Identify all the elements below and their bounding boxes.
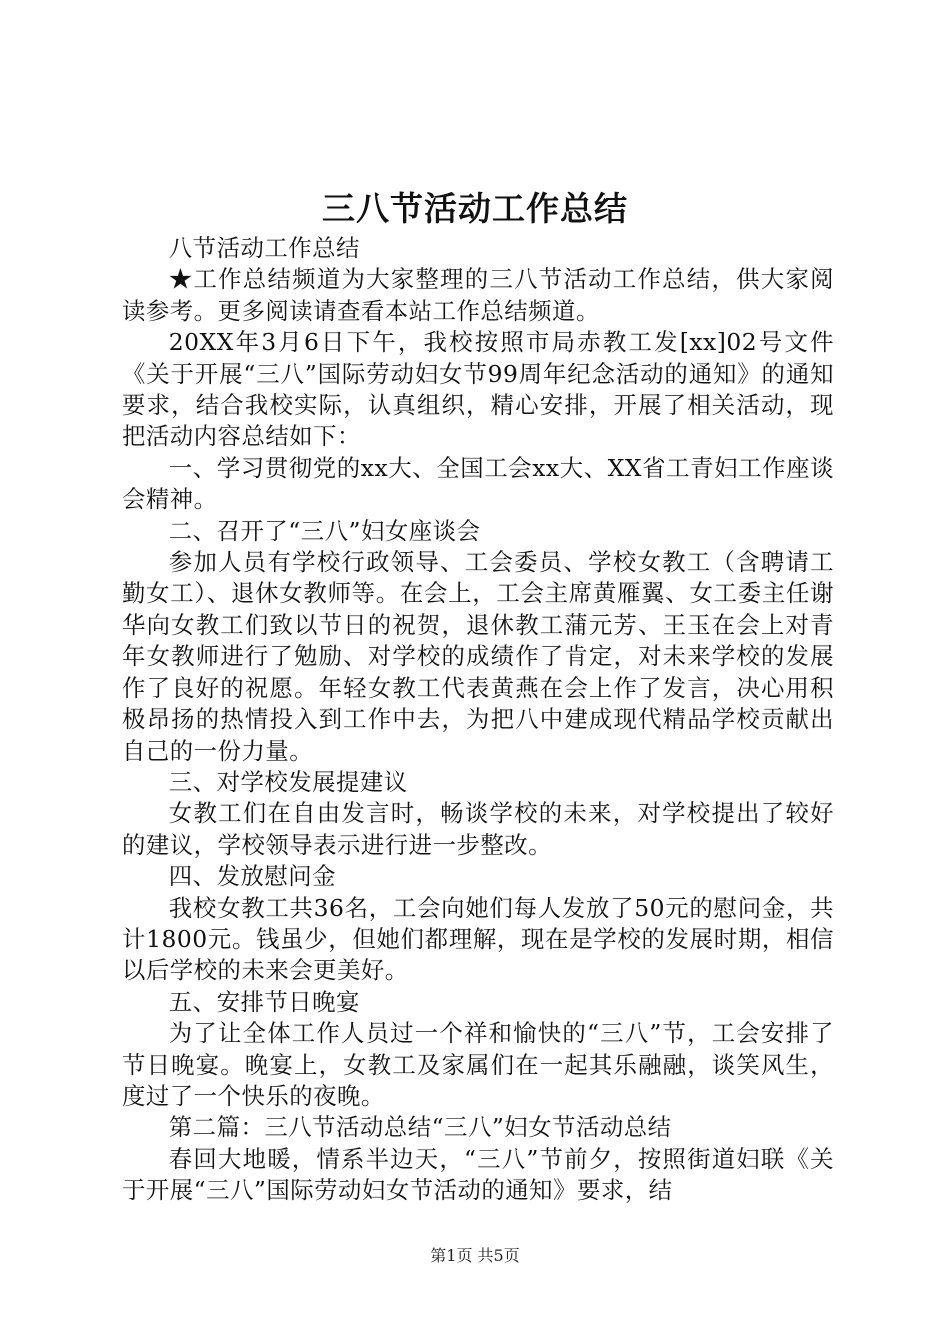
page-footer: 第1页 共5页 [430, 1246, 520, 1265]
paragraph-subtitle: 八节活动工作总结 [168, 234, 360, 262]
paragraph-symposium: 参加人员有学校行政领导、工会委员、学校女教工（含聘请工勤女工）、退休女教师等。在会上，工会主席黄雁翼、女工委主任谢华向女教工们致以节日的祝贺，退休教工蒲元芳、王玉在会上对青年女教师进行了勉励、对学校的成绩作了肯定，对未来学校的发展作了良好的祝愿。年轻女教工代表黄燕在会上作了发言，决心用积极昂扬的热情投入到工作中去，为把八中建成现代精品学校贡献出自己的一份力量。 [122, 548, 834, 765]
section-heading-4: 四、发放慰问金 [168, 862, 337, 891]
section-heading-2: 二、召开了“三八”妇女座谈会 [168, 516, 481, 545]
document-body [122, 233, 834, 1207]
section-heading-3: 三、对学校发展提建议 [168, 767, 408, 796]
paragraph-banquet: 为了让全体工作人员过一个祥和愉快的“三八”节，工会安排了节日晚宴。晚宴上，女教工及家属们在一起其乐融融，谈笑风生，度过了一个快乐的夜晚。 [122, 1019, 834, 1110]
section-heading-5: 五、安排节日晚宴 [168, 987, 360, 1016]
paragraph-suggestions: 女教工们在自由发言时，畅谈学校的未来，对学校提出了较好的建议，学校领导表示进行进一步整改。 [122, 799, 834, 859]
paragraph-second-part-intro: 春回大地暖，情系半边天，“三八”节前夕，按照街道妇联《关于开展“三八”国际劳动妇女节活动的通知》要求，结 [122, 1144, 834, 1205]
section-heading-second-part: 第二篇：三八节活动总结“三八”妇女节活动总结 [168, 1113, 672, 1142]
document-title: 三八节活动工作总结 [322, 189, 628, 228]
paragraph-condolence-money: 我校女教工共36名，工会向她们每人发放了50元的慰问金，共计1800元。钱虽少，但她们都理解，现在是学校的发展时期，相信以后学校的未来会更美好。 [122, 893, 834, 985]
paragraph-intro: ★工作总结频道为大家整理的三八节活动工作总结，供大家阅读参考。更多阅读请查看本站工作总结频道。 [122, 265, 834, 325]
paragraph-overview: 20XX年3月6日下午，我校按照市局赤教工发[xx]02号文件《关于开展“三八”国际劳动妇女节99周年纪念活动的通知》的通知要求，结合我校实际，认真组织，精心安排，开展了相关活动，现把活动内容总结如下： [122, 328, 834, 451]
section-heading-1: 一、学习贯彻党的xx大、全国工会xx大、XX省工青妇工作座谈会精神。 [122, 453, 834, 514]
